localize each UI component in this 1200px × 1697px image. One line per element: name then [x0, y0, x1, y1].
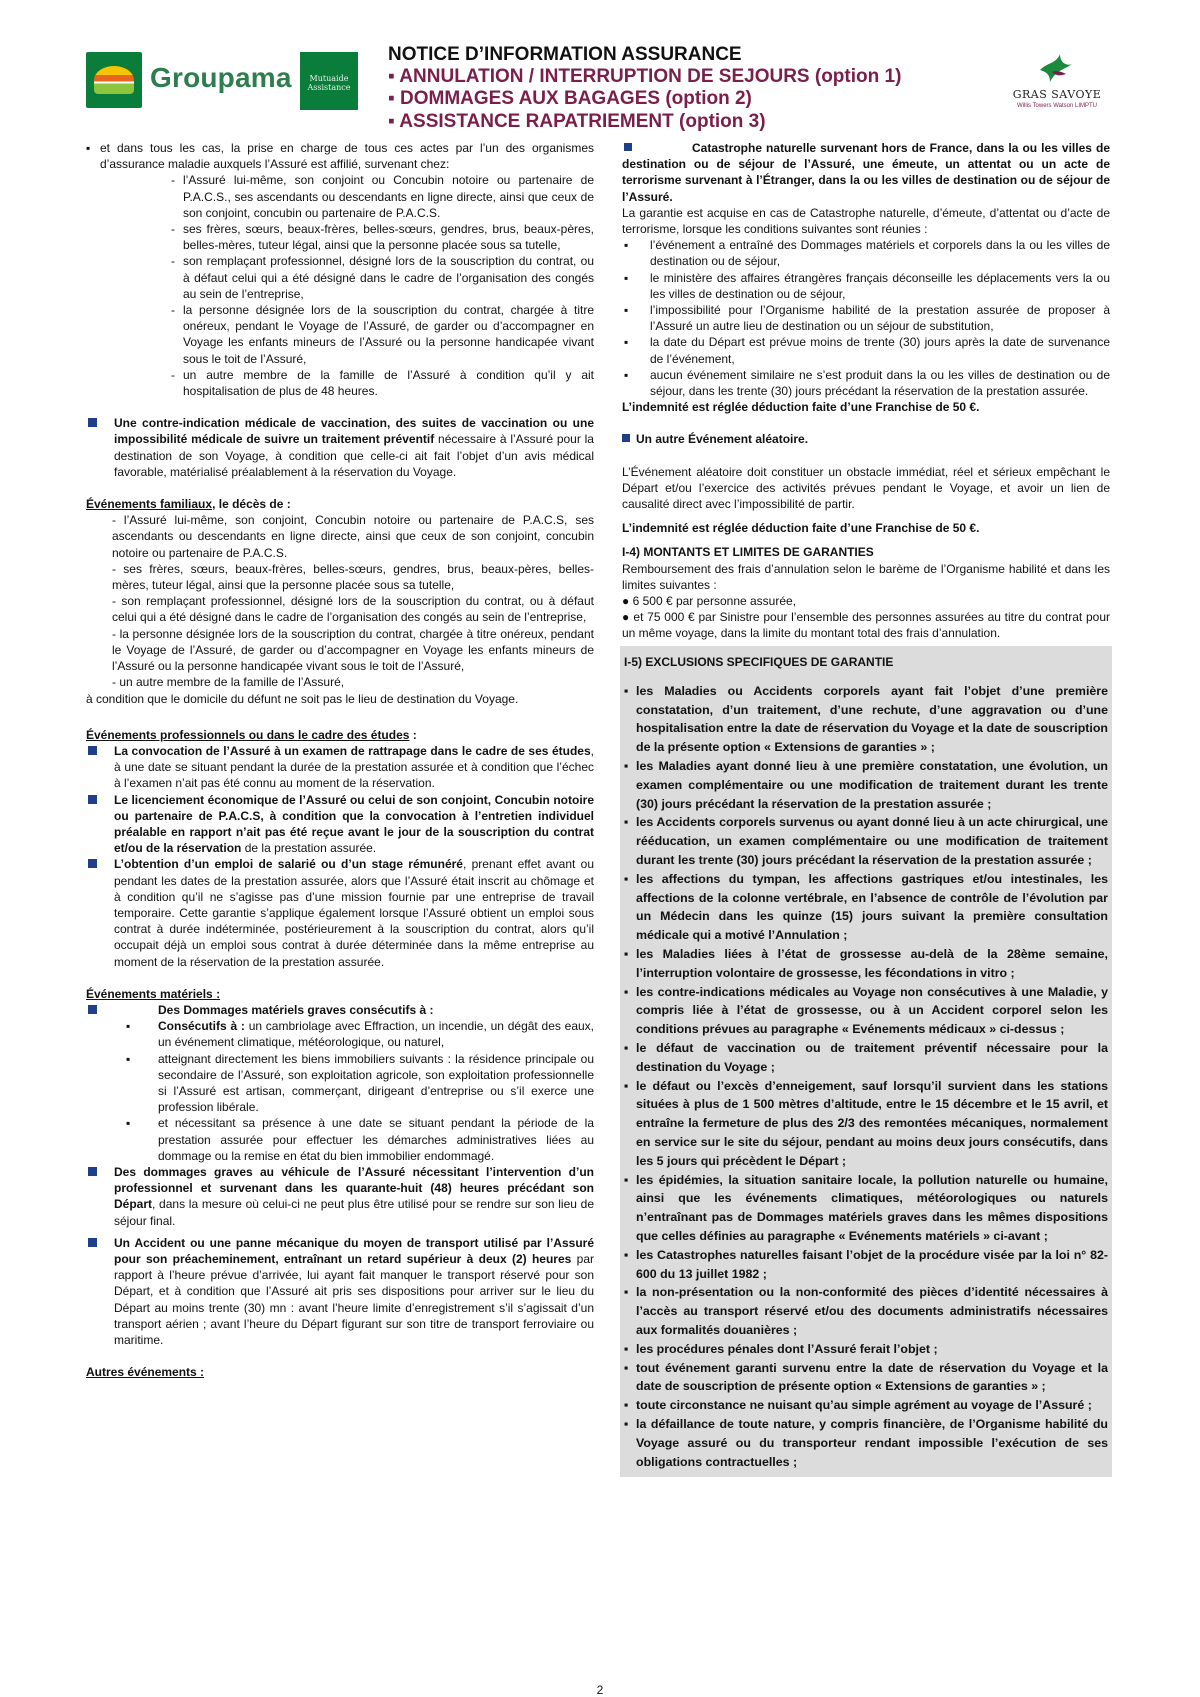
option2-title: ▪ DOMMAGES AUX BAGAGES (option 2): [388, 88, 752, 109]
gras-savoye-bird-icon: [1038, 52, 1074, 84]
materiels-sublist: [86, 1018, 594, 1164]
exclusion-item: ▪ toute circonstance ne nuisant qu’au simple agrément au voyage de l’Assuré ;: [624, 1398, 1092, 1413]
bullet-icon: ▪: [86, 141, 91, 155]
exclusion-item: ▪ le défaut de vaccination ou de traitement préventif nécessaire pour la destination du Voyage ;: [624, 1041, 1108, 1074]
bullet-icon: ▪: [126, 1116, 131, 1131]
familiaux-condition: à condition que le domicile du défunt ne soit pas le lieu de destination du Voyage.: [86, 691, 519, 706]
square-bullet-icon: [88, 795, 97, 804]
familiaux-heading: Événements familiaux, le décès de :: [86, 497, 291, 512]
montants-text: Remboursement des frais d’annulation selon le barème de l’Organisme habilité et dans les limites suivantes :: [622, 561, 1110, 592]
list-item: ▪ Consécutifs à : un cambriolage avec Effraction, un incendie, un dégât des eaux, un événement climatique, météorologique, ou naturel,: [126, 1019, 594, 1050]
list-item: - la personne désignée lors de la souscription du contrat, chargée à titre onéreux, pendant le Voyage de l’Assuré, de garder ou d’accompagner en Voyage les enfants mineurs de l’Assuré ou la personne handicapée vivant sous le toit de l’Assuré,: [112, 626, 594, 674]
left-column: [86, 140, 594, 1380]
square-bullet-icon: [88, 1005, 97, 1014]
gras-savoye-subtitle: Willis Towers Watson LIMPTU: [1016, 103, 1097, 109]
option1-title: ▪ ANNULATION / INTERRUPTION DE SEJOURS (option 1): [388, 66, 902, 87]
exclusion-item: ▪ la non-présentation ou la non-conformité des pièces d’identité nécessaires à l’accès au transport réservé et/ou des documents administratifs nécessaires aux formalités douanières ;: [624, 1285, 1108, 1337]
aleatoire-text: L’Événement aléatoire doit constituer un obstacle immédiat, réel et sérieux empêchant le Départ et/ou l’exercice des activités prévues pendant le Voyage, et avoir un lien de causalité direct avec l’impossibilité de partir.: [622, 464, 1110, 512]
square-bullet-icon: [88, 1238, 97, 1247]
vehicule-item: Des dommages graves au véhicule de l’Assuré nécessitant l’intervention d’un professionnel et survenant dans les quarante-huit (48) heures précédant son Départ, dans la mesure où celui-ci ne peut plus être utilisé pour se rendre sur son lieu de séjour final.: [86, 1164, 594, 1229]
montant-personne: ● 6 500 € par personne assurée,: [622, 594, 797, 609]
option3-title: ▪ ASSISTANCE RAPATRIEMENT (option 3): [388, 111, 766, 132]
materiels-heading: Événements matériels :: [86, 986, 221, 1001]
groupama-name: Groupama: [150, 62, 292, 93]
square-bullet-icon: [88, 1167, 97, 1176]
list-item: ▪ aucun événement similaire ne s’est produit dans la ou les villes de destination ou de séjour, dans les trente (30) jours précédant la réservation de la prestation assurée.: [624, 367, 1110, 399]
list-item: - son remplaçant professionnel, désigné lors de la souscription du contrat, ou à défaut celui qui a été désigné dans le cadre de l’organisation des congés au sein de l’entreprise,: [171, 254, 594, 301]
groupama-logo: [86, 52, 142, 108]
franchise-note: L’indemnité est réglée déduction faite d’une Franchise de 50 €.: [622, 400, 980, 415]
list-item: ▪ la date du Départ est prévue moins de trente (30) jours après la date de survenance de l’événement,: [624, 335, 1110, 366]
exclusion-item: ▪ les contre-indications médicales au Voyage non consécutives à une Maladie, y compris liée à l’état de grossesse, ou à un Accident corporel selon les conditions prévues au paragraphe « Evénements médicaux » ci-dessus ;: [624, 984, 1108, 1037]
exclusion-item: ▪ les Catastrophes naturelles faisant l’objet de la procédure visée par la loi n° 82-600 du 13 juillet 1982 ;: [624, 1247, 1108, 1281]
catastrophe-item: Catastrophe naturelle survenant hors de France, dans la ou les villes de destination ou de séjour de l’Assuré, une émeute, un attentat ou un acte de terrorisme survenant à l’Étranger, dans la ou les villes de destination ou de séjour de l’Assuré.: [622, 141, 1110, 204]
list-item: - la personne désignée lors de la souscription du contrat, chargée à titre onéreux, pendant le Voyage de l’Assuré, de garder ou d’accompagner en Voyage les enfants mineurs de l’Assuré ou la personne handicapée vivant sous le toit de l’Assuré,: [171, 303, 594, 366]
exclusion-item: ▪ les procédures pénales dont l’Assuré ferait l’objet ;: [624, 1341, 938, 1356]
materiels-item: Des Dommages matériels graves consécutifs à :: [86, 1002, 594, 1018]
intro-list: [86, 172, 594, 399]
list-item: - son remplaçant professionnel, désigné lors de la souscription du contrat, ou à défaut celui qui a été désigné dans le cadre de l’organisation des congés au sein de l’entreprise,: [112, 594, 594, 625]
right-column: [622, 140, 1110, 1477]
bullet-icon: ▪: [126, 1051, 131, 1066]
list-item: ▪ l’événement a entraîné des Dommages matériels et corporels dans la ou les villes de destination ou de séjour,: [624, 238, 1110, 269]
exclusion-item: ▪ les Maladies ou Accidents corporels ayant fait l’objet d’une première constatation, d’un traitement, d’une rechute, d’une aggravation ou d’une hospitalisation entre la date de réservation du Voyage et la date de souscription de la présente option « Extensions de garanties » ;: [624, 683, 1108, 755]
exclusion-item: ▪ les Accidents corporels survenus ou ayant donné lieu à un acte chirurgical, une rééducation, un examen complémentaire ou une modification de traitement durant les trente (30) jours précédant la réservation de la prestation assurée ;: [624, 815, 1108, 868]
page-number: 2: [596, 1683, 604, 1697]
gras-savoye-name: GRAS SAVOYE: [1012, 88, 1102, 101]
catastrophe-intro: La garantie est acquise en cas de Catastrophe naturelle, d’émeute, d’attentat ou d’acte de terrorisme, lorsque les conditions suivantes sont réunies :: [622, 205, 1110, 237]
exclusion-item: ▪ les Maladies ayant donné lieu à une première constatation, une évolution, un examen complémentaire ou une modification de traitement durant les trente (30) jours précédant la réservation de la prestation assurée ;: [624, 759, 1108, 811]
franchise-note: L’indemnité est réglée déduction faite d’une Franchise de 50 €.: [622, 521, 980, 536]
list-item: ▪ et nécessitant sa présence à une date se situant pendant la période de la prestation assurée pour effectuer les démarches administratives liées au dommage ou la remise en état du bien immobilier endommagé.: [126, 1116, 594, 1163]
bullet-icon: ▪: [126, 1019, 131, 1034]
list-item: ▪ atteignant directement les biens immobiliers suivants : la résidence principale ou secondaire de l’Assuré, son exploitation agricole, son exploitation professionnelle si l’Assuré est artisan, commerçant, dirigeant d’entreprise ou s’il exerce une profession libérale.: [126, 1051, 594, 1115]
square-bullet-icon: [624, 143, 632, 151]
autres-heading: Autres événements :: [86, 1365, 205, 1380]
list-item: - ses frères, sœurs, beaux-frères, belles-sœurs, gendres, brus, beaux-pères, belles-mères, tuteur légal, ainsi que la personne placée sous sa tutelle,: [171, 222, 594, 253]
catastrophe-conditions: [622, 237, 1110, 399]
pro-item: L’obtention d’un emploi de salarié ou d’un stage rémunéré, prenant effet avant ou pendant les dates de la prestation assurée, alors que l’Assuré était inscrit au chômage et à condition qu’il ne s’agisse pas d’une mission fournie par une entreprise de travail temporaire. Cette garantie s’applique également lorsque l’Assuré obtient un emploi sous contrat à durée indéterminée, postérieurement à la souscription du contrat, alors qu’il occupait déjà un emploi sous contrat à durée déterminée dans la même entreprise au moment de la réservation de la prestation assurée.: [86, 856, 594, 969]
intro-paragraph: ▪ et dans tous les cas, la prise en charge de tous ces actes par l’un des organismes d’assurance maladie auxquels l’Assuré est affilié, survenant chez:: [86, 141, 594, 172]
list-item: - l’Assuré lui-même, son conjoint, Concubin notoire ou partenaire de P.A.C.S, ses ascendants ou descendants en ligne directe, ainsi que ceux de son conjoint, concubin notoire ou partenaire de P.A.C.S.: [112, 513, 594, 560]
exclusions-heading: I-5) EXCLUSIONS SPECIFIQUES DE GARANTIE: [624, 654, 894, 669]
mutuaide-logo: Mutuaide Assistance: [300, 52, 358, 110]
square-bullet-icon: [88, 418, 97, 427]
list-item: - un autre membre de la famille de l’Assuré à condition qu’il y ait hospitalisation de plus de 48 heures.: [171, 367, 594, 399]
exclusion-item: ▪ les épidémies, la situation sanitaire locale, la pollution naturelle ou humaine, ainsi que les événements climatiques, météorologiques ou naturels n’entraînant pas de Dommages matériels graves dans les mêmes dispositions que celles définies au paragraphe « Evénements matériels » ci-avant ;: [624, 1172, 1108, 1243]
exclusion-item: ▪ les affections du tympan, les affections gastriques et/ou intestinales, les affections de la colonne vertébrale, en l’absence de contrôle de l’évolution par un Médecin dans les quinze (15) jours suivant la première consultation médicale qui a motivé l’Annulation ;: [624, 871, 1108, 943]
accident-item: Un Accident ou une panne mécanique du moyen de transport utilisé par l’Assuré pour son préacheminement, entraînant un retard supérieur à deux (2) heures par rapport à l’heure prévue d’arrivée, lui ayant fait manquer le transport réservé pour son Départ, et à condition que l’Assuré ait pris ses dispositions pour arriver sur le lieu du Départ au moins trente (30) mn : avant l’heure limite d’enregistrement s’il s’agissait d’un transport aérien ; avant l’heure du Départ figurant sur son titre de transport ferroviaire ou maritime.: [86, 1235, 594, 1348]
list-item: - un autre membre de la famille de l’Assuré,: [112, 675, 345, 690]
list-item: ▪ le ministère des affaires étrangères français déconseille les déplacements vers la ou les villes de destination ou de séjour,: [624, 270, 1110, 301]
exclusion-item: ▪ le défaut ou l’excès d’enneigement, sauf lorsqu’il survient dans les stations situées à plus de 1 500 mètres d’altitude, entre le 15 décembre et le 15 avril, et entraîne la fermeture de plus des 2/3 des remontées mécaniques, normalement en service sur le site du séjour, pendant au moins deux jours consécutifs, dans les 5 jours qui précèdent le Départ ;: [624, 1078, 1108, 1168]
montant-sinistre: ● et 75 000 € par Sinistre pour l’ensemble des personnes assurées au titre du contrat pour un même voyage, dans la limite du montant total des frais d’annulation.: [622, 610, 1110, 641]
square-bullet-icon: [88, 859, 97, 868]
list-item: - ses frères, sœurs, beaux-frères, belles-sœurs, gendres, brus, beaux-pères, belles-mères, tuteur légal, ainsi que la personne placée sous sa tutelle,: [112, 561, 594, 593]
pro-item: La convocation de l’Assuré à un examen de rattrapage dans le cadre de ses études, à une date se situant pendant la durée de la prestation assurée et à condition que l’échec à l’examen n’ait pas été connu au moment de la réservation.: [86, 743, 594, 792]
list-item: ▪ l’impossibilité pour l’Organisme habilité de la prestation assurée de proposer à l’Assuré un autre lieu de destination ou un séjour de substitution,: [624, 303, 1110, 334]
square-bullet-icon: [88, 746, 97, 755]
montants-heading: I-4) MONTANTS ET LIMITES DE GARANTIES: [622, 545, 874, 560]
square-bullet-icon: [622, 434, 630, 442]
contre-indication-item: Une contre-indication médicale de vaccination, des suites de vaccination ou une impossibilité médicale de suivre un traitement préventif nécessaire à l’Assuré pour la destination de son Voyage, à condition que celle-ci ait fait l’objet d’un avis médical favorable, matérialisé préalablement à la réservation du Voyage.: [86, 415, 594, 480]
list-item: - l’Assuré lui-même, son conjoint ou Concubin notoire ou partenaire de P.A.C.S., ses ascendants ou descendants en ligne directe, ainsi que ceux de son conjoint, concubin ou partenaire de P.A.C.S.: [171, 173, 594, 220]
pro-heading: Événements professionnels ou dans le cadre des études :: [86, 727, 417, 742]
autre-evenement-item: Un autre Événement aléatoire.: [622, 431, 1110, 447]
pro-item: Le licenciement économique de l’Assuré ou celui de son conjoint, Concubin notoire ou partenaire de P.A.C.S, à condition que la convocation à l’entretien individuel préalable en rapport n’ait pas été reçue avant le jour de la souscription du contrat et/ou de la réservation de la prestation assurée.: [86, 792, 594, 857]
familiaux-list: [86, 512, 594, 690]
exclusion-item: ▪ les Maladies liées à l’état de grossesse au-delà de la 28ème semaine, l’interruption volontaire de grossesse, les fécondations in vitro ;: [624, 947, 1108, 980]
exclusion-item: ▪ la défaillance de toute nature, y compris financière, de l’Organisme habilité du Voyage assuré ou du transporteur rendant impossible l’exécution de ses obligations contractuelles ;: [624, 1416, 1108, 1469]
exclusion-item: ▪ tout événement garanti survenu entre la date de réservation du Voyage et la date de souscription de présente option « Extensions de garanties » ;: [624, 1360, 1108, 1394]
exclusions-box: [620, 646, 1112, 1478]
page-title: NOTICE D’INFORMATION ASSURANCE: [388, 44, 742, 65]
